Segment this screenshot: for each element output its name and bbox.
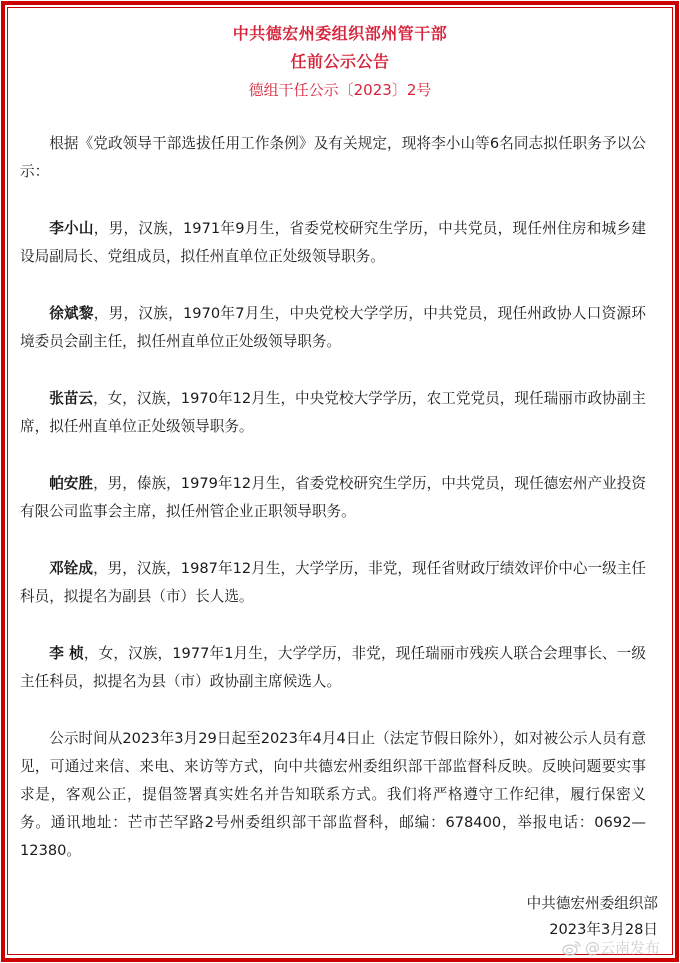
- candidate-details: ，男，汉族，1987年12月生，大学学历，非党，现任省财政厅绩效评价中心一级主任科员，拟提名为副县（市）长人选。: [20, 560, 646, 605]
- notice-body: [20, 130, 646, 894]
- signing-organization: 中共德宏州委组织部: [526, 895, 658, 912]
- watermark-text: @云南发布: [584, 939, 660, 957]
- candidate-name: 帕安胜: [49, 475, 94, 492]
- candidate-entry: [20, 300, 646, 356]
- title-line-1: 中共德宏州委组织部州管干部: [232, 24, 448, 43]
- candidate-entry: [20, 385, 646, 441]
- candidate-entry: [20, 215, 646, 271]
- candidate-details: ，女，汉族，1970年12月生，中央党校大学学历，农工党党员，现任瑞丽市政协副主席，拟任州直单位正处级领导职务。: [20, 390, 646, 435]
- candidate-entry: [20, 640, 646, 696]
- notice-header: [0, 22, 680, 102]
- signature-block: [527, 891, 658, 943]
- title-line-2: 任前公示公告: [290, 52, 390, 71]
- candidate-name: 张苗云: [49, 390, 94, 407]
- candidate-details: ，男，汉族，1970年7月生，中央党校大学学历，中共党员，现任州政协人口资源环境委员会副主任，拟任州直单位正处级领导职务。: [20, 305, 646, 350]
- intro-paragraph: 根据《党政领导干部选拔任用工作条例》及有关规定，现将李小山等6名同志拟任职务予以公示：: [20, 135, 646, 180]
- candidate-name: 邓铨成: [49, 560, 94, 577]
- candidate-name: 李 桢: [49, 645, 84, 662]
- signing-date: 2023年3月28日: [549, 921, 658, 938]
- weibo-icon: [562, 940, 582, 956]
- candidate-details: ，男，汉族，1971年9月生，省委党校研究生学历，中共党员，现任州住房和城乡建设局副局长、党组成员，拟任州直单位正处级领导职务。: [20, 220, 646, 265]
- candidate-name: 李小山: [49, 220, 94, 237]
- candidate-details: ，男，傣族，1979年12月生，省委党校研究生学历，中共党员，现任德宏州产业投资有限公司监事会主席，拟任州管企业正职领导职务。: [20, 475, 646, 520]
- watermark: [562, 937, 660, 958]
- candidate-entry: [20, 470, 646, 526]
- candidate-details: ，女，汉族，1977年1月生，大学学历，非党，现任瑞丽市残疾人联合会理事长、一级主任科员，拟提名为县（市）政协副主席候选人。: [20, 645, 646, 690]
- document-number: 德组干任公示〔2023〕2号: [248, 81, 432, 99]
- notice-paragraph: 公示时间从2023年3月29日起至2023年4月4日止（法定节假日除外），如对被公示人员有意见，可通过来信、来电、来访等方式，向中共德宏州委组织部干部监督科反映。反映问题要实事求是，客观公正，提倡签署真实姓名并告知联系方式。我们将严格遵守工作纪律，履行保密义务。通讯地址：芒市芒罕路2号州委组织部干部监督科，邮编：678400，举报电话：0692—12380。: [20, 730, 646, 859]
- candidate-entry: [20, 555, 646, 611]
- candidate-name: 徐斌黎: [49, 305, 94, 322]
